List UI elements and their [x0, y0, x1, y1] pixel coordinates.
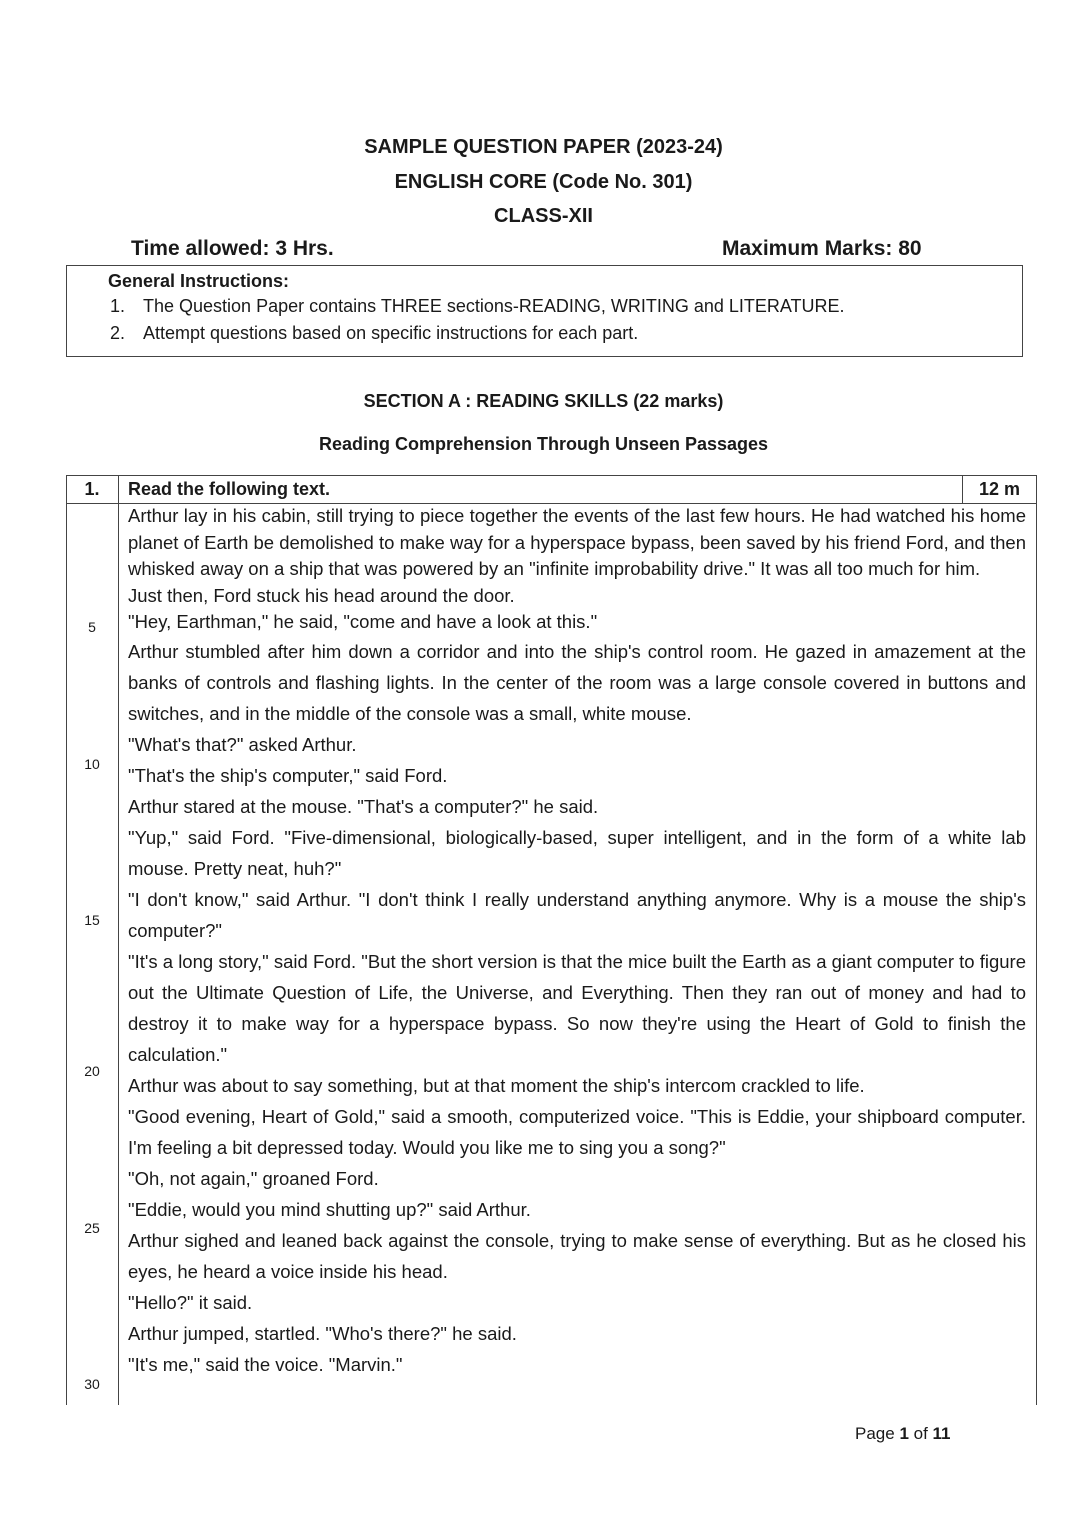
- line-number: 5: [88, 619, 96, 635]
- line-number: 10: [84, 756, 100, 772]
- passage-paragraph: Just then, Ford stuck his head around the door.: [128, 584, 515, 606]
- table-border-left: [66, 475, 67, 1405]
- maximum-marks: Maximum Marks: 80: [722, 237, 922, 260]
- time-allowed: Time allowed: 3 Hrs.: [131, 237, 334, 260]
- instruction-item: [110, 323, 638, 344]
- page-number: 1: [899, 1424, 909, 1443]
- passage-paragraph: "Hey, Earthman," he said, "come and have a look at this.": [128, 611, 598, 632]
- line-number: 15: [84, 912, 100, 928]
- instruction-number: 1.: [110, 296, 126, 316]
- question-heading: Read the following text.: [128, 479, 331, 499]
- passage-paragraph: Arthur sighed and leaned back against the console, trying to make sense of everything. But as he closed his eyes, he heard a voice inside his head.: [128, 1229, 1026, 1282]
- line-number: 30: [84, 1376, 100, 1392]
- section-subtitle: Reading Comprehension Through Unseen Passages: [318, 434, 769, 454]
- passage-paragraph: "It's me," said the voice. "Marvin.": [128, 1353, 403, 1375]
- passage-paragraph: "Oh, not again," groaned Ford.: [128, 1167, 379, 1189]
- page-label: Page: [855, 1424, 900, 1443]
- passage-paragraph: "Yup," said Ford. "Five-dimensional, biologically-based, super intelligent, and in the form of a white lab mouse. Pretty neat, huh?": [128, 826, 1026, 879]
- instruction-number: 2.: [110, 323, 126, 343]
- instruction-text: The Question Paper contains THREE sections-READING, WRITING and LITERATURE.: [143, 296, 845, 316]
- section-title: SECTION A : READING SKILLS (22 marks): [363, 391, 724, 411]
- page-total: 11: [932, 1424, 951, 1443]
- passage-paragraph: "I don't know," said Arthur. "I don't think I really understand anything anymore. Why is a mouse the ship's computer?": [128, 888, 1026, 941]
- passage-paragraph: "What's that?" asked Arthur.: [128, 733, 357, 755]
- passage-paragraph: Arthur stared at the mouse. "That's a computer?" he said.: [128, 795, 599, 817]
- table-border-right: [1036, 475, 1037, 1405]
- line-number: 20: [84, 1063, 100, 1079]
- line-number: 25: [84, 1220, 100, 1236]
- instructions-title: General Instructions:: [108, 271, 290, 291]
- reading-passage: [128, 503, 1026, 1380]
- passage-paragraph: Arthur was about to say something, but at that moment the ship's intercom crackled to life.: [128, 1074, 865, 1096]
- passage-paragraph: "Good evening, Heart of Gold," said a smooth, computerized voice. "This is Eddie, your shipboard computer. I'm feeling a bit depressed today. Would you like me to sing you a song?": [128, 1105, 1026, 1158]
- subject-title: ENGLISH CORE (Code No. 301): [394, 171, 693, 193]
- general-instructions-box: [66, 265, 1023, 357]
- instruction-item: [110, 296, 845, 317]
- question-number: 1.: [84, 479, 100, 499]
- class-title: CLASS-XII: [494, 205, 593, 227]
- passage-paragraph: "It's a long story," said Ford. "But the short version is that the mice built the Earth as a giant computer to figure out the Ultimate Question of Life, the Universe, and Everything. Then they ran out of money and had to destroy it to make way for a hyperspace bypass. So now they're using the Heart of Gold to finish the calculation.": [128, 950, 1026, 1065]
- paper-title: SAMPLE QUESTION PAPER (2023-24): [364, 136, 723, 158]
- page-of: of: [908, 1424, 933, 1443]
- table-border-top: [66, 475, 1037, 476]
- passage-paragraph: "Hello?" it said.: [128, 1291, 253, 1313]
- question-marks: 12 m: [978, 479, 1021, 499]
- passage-paragraph: "Eddie, would you mind shutting up?" said Arthur.: [128, 1198, 531, 1220]
- table-column-divider: [118, 475, 119, 1405]
- passage-paragraph: Arthur stumbled after him down a corridor and into the ship's control room. He gazed in amazement at the banks of controls and flashing lights. In the center of the room was a large console covered in buttons and switches, and in the middle of the console was a small, white mouse.: [128, 640, 1026, 724]
- passage-paragraph: "That's the ship's computer," said Ford.: [128, 764, 448, 786]
- instruction-text: Attempt questions based on specific instructions for each part.: [143, 323, 639, 343]
- page-footer: [855, 1424, 951, 1444]
- passage-paragraph: Arthur lay in his cabin, still trying to piece together the events of the last few hours. He had watched his home planet of Earth be demolished to make way for a hyperspace bypass, been saved by his friend Ford, and then whisked away on a ship that was powered by an "infinite improbability drive." It was all too much for him.: [128, 505, 1026, 579]
- passage-paragraph: Arthur jumped, startled. "Who's there?" he said.: [128, 1322, 517, 1344]
